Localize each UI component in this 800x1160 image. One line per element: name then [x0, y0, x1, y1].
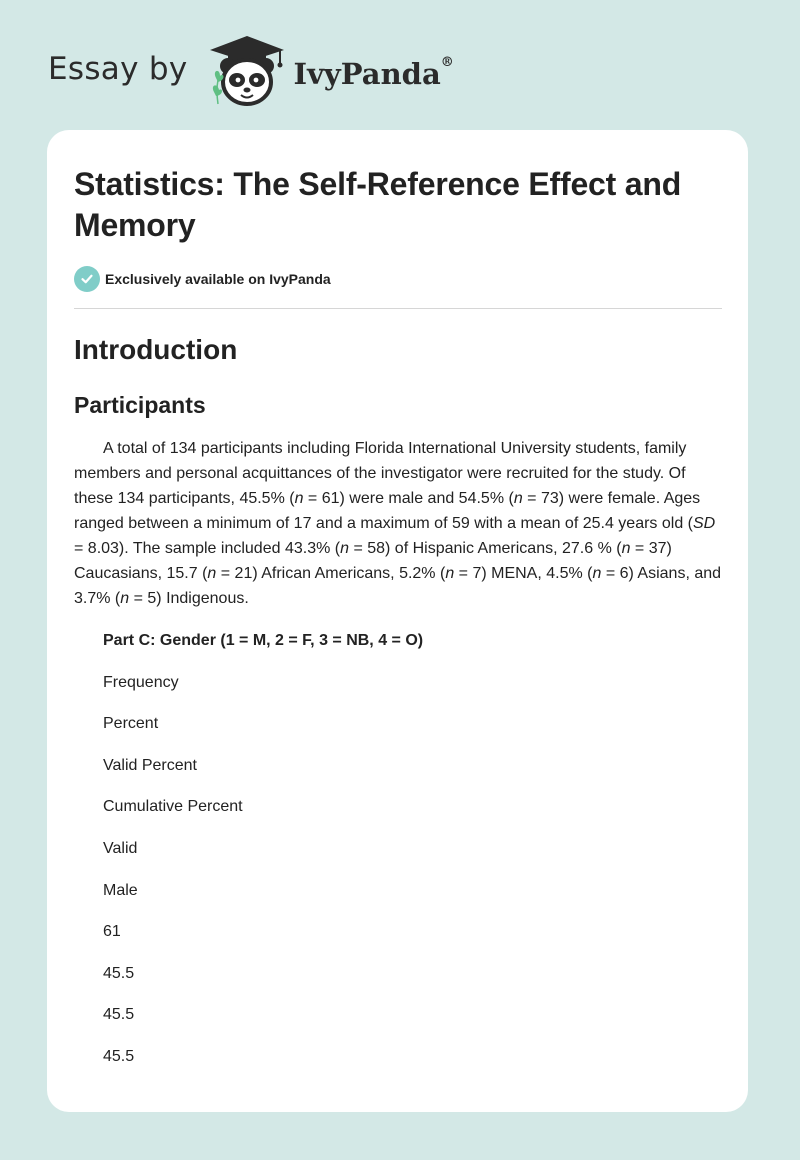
table-caption: Part C: Gender (1 = M, 2 = F, 3 = NB, 4 = O)	[103, 632, 424, 649]
stat-symbol: n	[120, 590, 130, 607]
stat-symbol: n	[340, 540, 349, 557]
registered-mark: ®	[440, 55, 454, 70]
stat-symbol: n	[207, 565, 217, 582]
check-circle-icon	[74, 266, 100, 292]
exclusive-text: Exclusively available on IvyPanda	[105, 271, 331, 287]
table-cell: 45.5	[103, 1047, 135, 1065]
stat-symbol: SD	[693, 515, 716, 532]
stat-symbol: n	[513, 490, 523, 507]
gender-table	[74, 631, 722, 1089]
table-column-header: Valid Percent	[103, 756, 197, 774]
article-card	[47, 130, 748, 1112]
stat-symbol: n	[445, 565, 455, 582]
brand-prefix: Essay by	[48, 51, 188, 87]
table-column-header: Cumulative Percent	[103, 798, 243, 816]
table-cell: 45.5	[103, 1006, 135, 1024]
table-cell: 61	[103, 923, 121, 941]
subsection-heading: Participants	[74, 392, 206, 418]
table-row-group: Valid	[103, 839, 138, 857]
section-heading: Introduction	[74, 334, 238, 365]
participants-paragraph: A total of 134 participants including Florida International University students, family members and personal acquittances of the investigator were recruited for the study. Of these 134 participants, 45.5% (n = 61) were male and 54.5% (n = 73) were female. Ages ranged between a minimum of 17 and a maximum of 59 with a mean of 25.4 years old (SD = 8.03). The sample included 43.3% (n = 58) of Hispanic Americans, 27.6 % (n = 37) Caucasians, 15.7 (n = 21) African Americans, 5.2% (n = 7) MENA, 4.5% (n = 6) Asians, and 3.7% (n = 5) Indigenous.	[74, 440, 722, 607]
page-title: Statistics: The Self-Reference Effect and Memory	[74, 166, 682, 243]
divider	[74, 308, 722, 309]
panda-graduate-icon	[204, 34, 290, 110]
table-column-header: Frequency	[103, 673, 179, 691]
exclusive-badge	[74, 266, 722, 292]
stat-symbol: n	[592, 565, 602, 582]
brand-name: IvyPanda®	[293, 55, 454, 91]
table-column-header: Percent	[103, 715, 159, 733]
stat-symbol: n	[294, 490, 304, 507]
table-cell: Male	[103, 881, 138, 899]
brand-header[interactable]	[48, 34, 454, 110]
stat-symbol: n	[621, 540, 631, 557]
table-cell: 45.5	[103, 964, 135, 982]
